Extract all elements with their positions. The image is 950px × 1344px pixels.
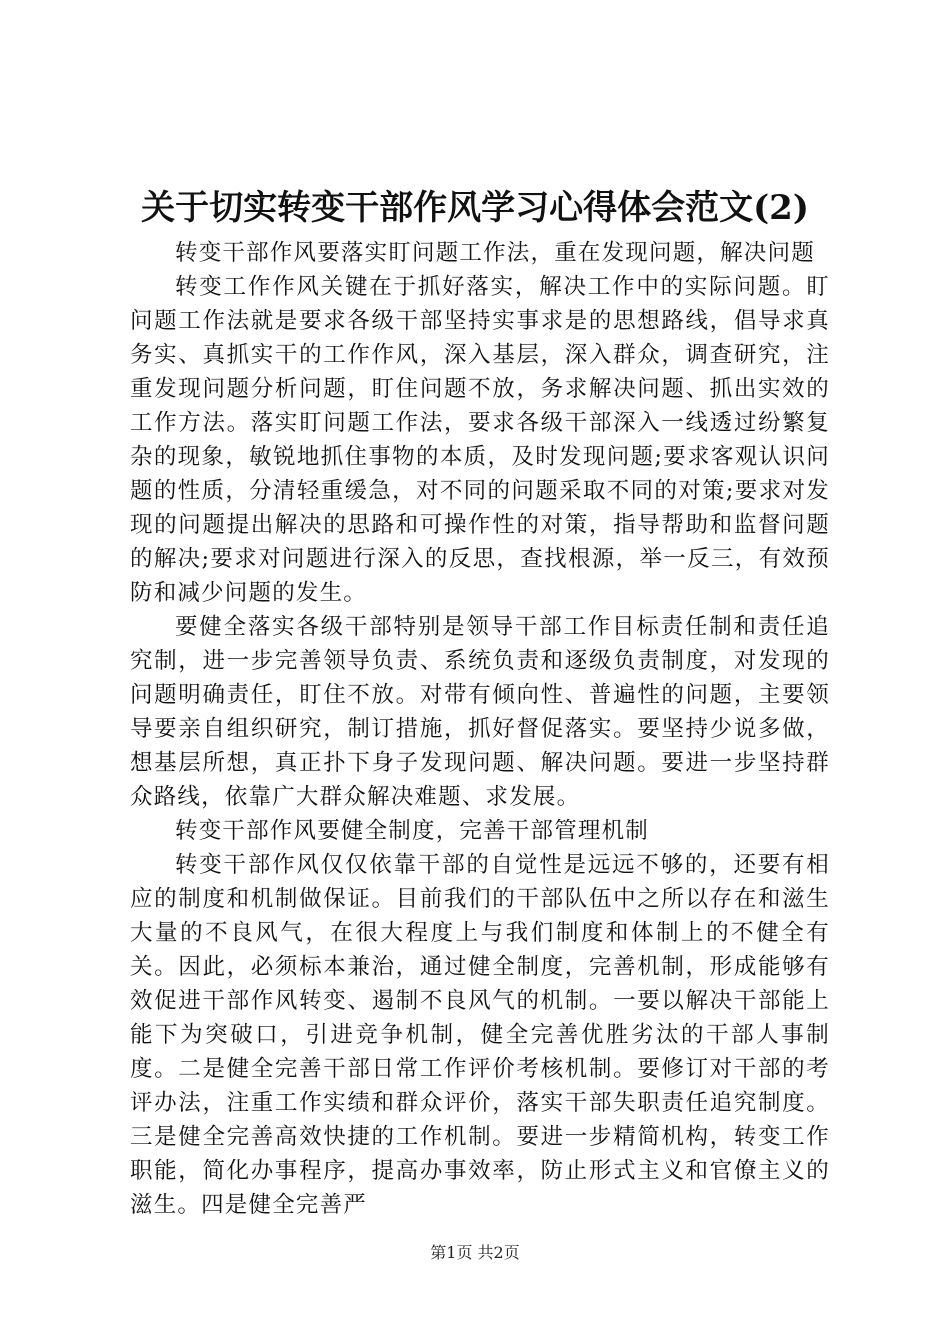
page-number-footer: 第1页 共2页 bbox=[430, 1243, 520, 1262]
document-title: 关于切实转变干部作风学习心得体会范文(2) bbox=[141, 188, 809, 228]
document-body bbox=[130, 236, 830, 1222]
paragraph: 转变干部作风仅仅依靠干部的自觉性是远远不够的，还要有相应的制度和机制做保证。目前我们的干部队伍中之所以存在和滋生大量的不良风气，在很大程度上与我们制度和体制上的不健全有关。因此，必须标本兼治，通过健全制度，完善机制，形成能够有效促进干部作风转变、遏制不良风气的机制。一要以解决干部能上能下为突破口，引进竞争机制，健全完善优胜劣汰的干部人事制度。二是健全完善干部日常工作评价考核机制。要修订对干部的考评办法，注重工作实绩和群众评价，落实干部失职责任追究制度。三是健全完善高效快捷的工作机制。要进一步精简机构，转变工作职能，简化办事程序，提高办事效率，防止形式主义和官僚主义的滋生。四是健全完善严 bbox=[130, 852, 830, 1218]
paragraph: 要健全落实各级干部特别是领导干部工作目标责任制和责任追究制，进一步完善领导负责、系统负责和逐级负责制度，对发现的问题明确责任，盯住不放。对带有倾向性、普遍性的问题，主要领导要亲自组织研究，制订措施，抓好督促落实。要坚持少说多做，想基层所想，真正扑下身子发现问题、解决问题。要进一步坚持群众路线，依靠广大群众解决难题、求发展。 bbox=[130, 614, 830, 810]
paragraph-heading-2: 转变干部作风要健全制度，完善干部管理机制 bbox=[175, 818, 650, 844]
paragraph: 转变工作作风关键在于抓好落实，解决工作中的实际问题。盯问题工作法就是要求各级干部坚持实事求是的思想路线，倡导求真务实、真抓实干的工作作风，深入基层，深入群众，调查研究，注重发现问题分析问题，盯住问题不放，务求解决问题、抓出实效的工作方法。落实盯问题工作法，要求各级干部深入一线透过纷繁复杂的现象，敏锐地抓住事物的本质，及时发现问题;要求客观认识问题的性质，分清轻重缓急，对不同的问题采取不同的对策;要求对发现的问题提出解决的思路和可操作性的对策，指导帮助和监督问题的解决;要求对问题进行深入的反思，查找根源，举一反三，有效预防和减少问题的发生。 bbox=[130, 274, 830, 606]
paragraph-heading-1: 转变干部作风要落实盯问题工作法，重在发现问题，解决问题 bbox=[175, 240, 815, 266]
